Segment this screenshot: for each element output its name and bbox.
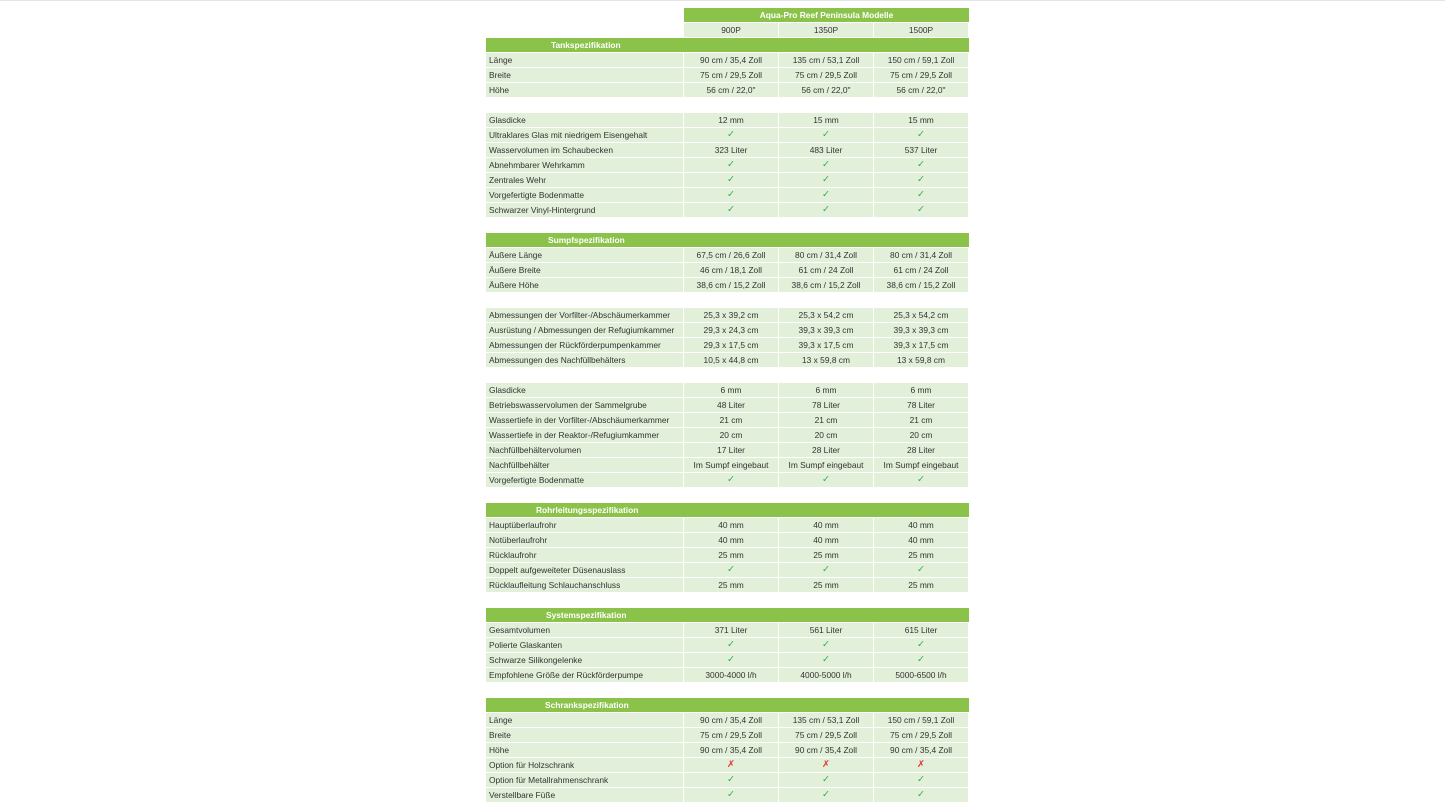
- value-cell: 135 cm / 53,1 Zoll: [779, 53, 873, 67]
- check-icon: ✓: [684, 773, 778, 787]
- models-header-row: [486, 8, 969, 23]
- value-cell: 56 cm / 22,0": [779, 83, 873, 97]
- section-header: [486, 233, 969, 248]
- value-cell: 6 mm: [874, 383, 968, 397]
- header-spacer: [486, 8, 683, 23]
- row-label: Breite: [486, 728, 683, 742]
- value-cell: 6 mm: [779, 383, 873, 397]
- value-cell: 39,3 x 17,5 cm: [779, 338, 873, 352]
- value-cell: 13 x 59,8 cm: [874, 353, 968, 367]
- check-icon: ✓: [684, 473, 778, 487]
- value-cell: 28 Liter: [874, 443, 968, 457]
- table-row: [486, 248, 969, 263]
- row-label: Rücklaufleitung Schlauchanschluss: [486, 578, 683, 592]
- table-row: [486, 188, 969, 203]
- section-header: [486, 38, 969, 53]
- value-cell: 61 cm / 24 Zoll: [874, 263, 968, 277]
- value-cell: 40 mm: [779, 518, 873, 532]
- row-label: Nachfüllbehälter: [486, 458, 683, 472]
- table-row: [486, 638, 969, 653]
- table-row: [486, 518, 969, 533]
- value-cell: 90 cm / 35,4 Zoll: [779, 743, 873, 757]
- value-cell: 56 cm / 22,0": [684, 83, 778, 97]
- table-row: [486, 578, 969, 593]
- value-cell: 38,6 cm / 15,2 Zoll: [779, 278, 873, 292]
- value-cell: 56 cm / 22,0": [874, 83, 968, 97]
- row-label: Betriebswasservolumen der Sammelgrube: [486, 398, 683, 412]
- value-cell: 150 cm / 59,1 Zoll: [874, 713, 968, 727]
- value-cell: 25,3 x 39,2 cm: [684, 308, 778, 322]
- table-row: [486, 143, 969, 158]
- value-cell: 15 mm: [779, 113, 873, 127]
- section-header: [486, 608, 969, 623]
- value-cell: 25,3 x 54,2 cm: [779, 308, 873, 322]
- table-row: [486, 53, 969, 68]
- value-cell: 135 cm / 53,1 Zoll: [779, 713, 873, 727]
- value-cell: 17 Liter: [684, 443, 778, 457]
- check-icon: ✓: [874, 203, 968, 217]
- table-row: [486, 458, 969, 473]
- row-label: Höhe: [486, 743, 683, 757]
- section-gap: [486, 683, 969, 698]
- row-label: Empfohlene Größe der Rückförderpumpe: [486, 668, 683, 682]
- table-row: [486, 728, 969, 743]
- value-cell: 21 cm: [684, 413, 778, 427]
- table-row: [486, 278, 969, 293]
- value-cell: 39,3 x 39,3 cm: [779, 323, 873, 337]
- row-label: Rücklaufrohr: [486, 548, 683, 562]
- table-row: [486, 158, 969, 173]
- check-icon: ✓: [684, 158, 778, 172]
- value-cell: 20 cm: [779, 428, 873, 442]
- row-label: Option für Holzschrank: [486, 758, 683, 772]
- row-label: Abmessungen des Nachfüllbehälters: [486, 353, 683, 367]
- section-gap: [486, 593, 969, 608]
- table-title: Aqua-Pro Reef Peninsula Modelle: [684, 8, 969, 22]
- value-cell: 25,3 x 54,2 cm: [874, 308, 968, 322]
- value-cell: Im Sumpf eingebaut: [684, 458, 778, 472]
- row-label: Wasservolumen im Schaubecken: [486, 143, 683, 157]
- row-label: Nachfüllbehältervolumen: [486, 443, 683, 457]
- value-cell: 78 Liter: [779, 398, 873, 412]
- model-name-900p: 900P: [684, 23, 778, 37]
- value-cell: 80 cm / 31,4 Zoll: [779, 248, 873, 262]
- section-title: Tankspezifikation: [486, 38, 969, 52]
- section-gap: [486, 368, 969, 383]
- row-label: Abmessungen der Vorfilter-/Abschäumerkammer: [486, 308, 683, 322]
- check-icon: ✓: [684, 173, 778, 187]
- value-cell: 75 cm / 29,5 Zoll: [779, 68, 873, 82]
- value-cell: 40 mm: [684, 533, 778, 547]
- cross-icon: ✗: [779, 758, 873, 772]
- header-spacer: [486, 23, 683, 38]
- section-header: [486, 698, 969, 713]
- table-row: [486, 353, 969, 368]
- value-cell: 48 Liter: [684, 398, 778, 412]
- value-cell: 10,5 x 44,8 cm: [684, 353, 778, 367]
- model-name-1350p: 1350P: [779, 23, 873, 37]
- value-cell: 75 cm / 29,5 Zoll: [779, 728, 873, 742]
- section-gap: [486, 98, 969, 113]
- table-row: [486, 788, 969, 803]
- table-row: [486, 83, 969, 98]
- check-icon: ✓: [874, 173, 968, 187]
- value-cell: 13 x 59,8 cm: [779, 353, 873, 367]
- row-label: Notüberlaufrohr: [486, 533, 683, 547]
- row-label: Wassertiefe in der Reaktor-/Refugiumkammer: [486, 428, 683, 442]
- table-row: [486, 113, 969, 128]
- table-row: [486, 533, 969, 548]
- row-label: Länge: [486, 713, 683, 727]
- check-icon: ✓: [779, 158, 873, 172]
- value-cell: 5000-6500 l/h: [874, 668, 968, 682]
- check-icon: ✓: [779, 638, 873, 652]
- table-row: [486, 773, 969, 788]
- row-label: Abmessungen der Rückförderpumpenkammer: [486, 338, 683, 352]
- value-cell: 537 Liter: [874, 143, 968, 157]
- section-title: Systemspezifikation: [486, 608, 969, 622]
- value-cell: 3000-4000 l/h: [684, 668, 778, 682]
- check-icon: ✓: [779, 203, 873, 217]
- value-cell: 4000-5000 l/h: [779, 668, 873, 682]
- check-icon: ✓: [684, 653, 778, 667]
- check-icon: ✓: [779, 653, 873, 667]
- value-cell: 90 cm / 35,4 Zoll: [684, 713, 778, 727]
- table-row: [486, 653, 969, 668]
- row-label: Äußere Breite: [486, 263, 683, 277]
- table-row: [486, 713, 969, 728]
- section-title: Rohrleitungsspezifikation: [486, 503, 969, 517]
- value-cell: 38,6 cm / 15,2 Zoll: [684, 278, 778, 292]
- value-cell: 90 cm / 35,4 Zoll: [874, 743, 968, 757]
- value-cell: 90 cm / 35,4 Zoll: [684, 743, 778, 757]
- value-cell: 12 mm: [684, 113, 778, 127]
- value-cell: 75 cm / 29,5 Zoll: [874, 68, 968, 82]
- table-row: [486, 338, 969, 353]
- check-icon: ✓: [874, 473, 968, 487]
- check-icon: ✓: [684, 128, 778, 142]
- value-cell: 25 mm: [779, 548, 873, 562]
- value-cell: 40 mm: [779, 533, 873, 547]
- value-cell: 40 mm: [874, 533, 968, 547]
- value-cell: 15 mm: [874, 113, 968, 127]
- table-row: [486, 398, 969, 413]
- value-cell: 61 cm / 24 Zoll: [779, 263, 873, 277]
- check-icon: ✓: [874, 188, 968, 202]
- value-cell: 25 mm: [874, 548, 968, 562]
- row-label: Option für Metallrahmenschrank: [486, 773, 683, 787]
- row-label: Glasdicke: [486, 383, 683, 397]
- table-row: [486, 743, 969, 758]
- value-cell: Im Sumpf eingebaut: [874, 458, 968, 472]
- check-icon: ✓: [779, 188, 873, 202]
- check-icon: ✓: [874, 638, 968, 652]
- table-row: [486, 758, 969, 773]
- value-cell: 483 Liter: [779, 143, 873, 157]
- section-gap: [486, 488, 969, 503]
- section-title: Schrankspezifikation: [486, 698, 969, 712]
- value-cell: 29,3 x 24,3 cm: [684, 323, 778, 337]
- check-icon: ✓: [779, 473, 873, 487]
- check-icon: ✓: [684, 638, 778, 652]
- section-title: Sumpfspezifikation: [486, 233, 969, 247]
- row-label: Abnehmbarer Wehrkamm: [486, 158, 683, 172]
- value-cell: 29,3 x 17,5 cm: [684, 338, 778, 352]
- table-row: [486, 623, 969, 638]
- spec-rows: [486, 38, 969, 803]
- value-cell: 38,6 cm / 15,2 Zoll: [874, 278, 968, 292]
- row-label: Verstellbare Füße: [486, 788, 683, 802]
- row-label: Gesamtvolumen: [486, 623, 683, 637]
- check-icon: ✓: [874, 653, 968, 667]
- row-label: Vorgefertigte Bodenmatte: [486, 473, 683, 487]
- row-label: Äußere Höhe: [486, 278, 683, 292]
- value-cell: 21 cm: [874, 413, 968, 427]
- check-icon: ✓: [684, 788, 778, 802]
- row-label: Hauptüberlaufrohr: [486, 518, 683, 532]
- value-cell: 25 mm: [684, 548, 778, 562]
- value-cell: 25 mm: [874, 578, 968, 592]
- table-row: [486, 668, 969, 683]
- value-cell: 75 cm / 29,5 Zoll: [684, 68, 778, 82]
- value-cell: 39,3 x 17,5 cm: [874, 338, 968, 352]
- value-cell: 40 mm: [874, 518, 968, 532]
- row-label: Ausrüstung / Abmessungen der Refugiumkammer: [486, 323, 683, 337]
- value-cell: 46 cm / 18,1 Zoll: [684, 263, 778, 277]
- value-cell: 40 mm: [684, 518, 778, 532]
- value-cell: 90 cm / 35,4 Zoll: [684, 53, 778, 67]
- table-row: [486, 383, 969, 398]
- check-icon: ✓: [874, 158, 968, 172]
- value-cell: 21 cm: [779, 413, 873, 427]
- value-cell: 67,5 cm / 26,6 Zoll: [684, 248, 778, 262]
- check-icon: ✓: [779, 128, 873, 142]
- check-icon: ✓: [779, 173, 873, 187]
- table-row: [486, 308, 969, 323]
- table-row: [486, 443, 969, 458]
- table-row: [486, 173, 969, 188]
- row-label: Schwarze Silikongelenke: [486, 653, 683, 667]
- check-icon: ✓: [874, 128, 968, 142]
- value-cell: 39,3 x 39,3 cm: [874, 323, 968, 337]
- table-row: [486, 323, 969, 338]
- row-label: Länge: [486, 53, 683, 67]
- check-icon: ✓: [779, 788, 873, 802]
- row-label: Breite: [486, 68, 683, 82]
- value-cell: 78 Liter: [874, 398, 968, 412]
- value-cell: 371 Liter: [684, 623, 778, 637]
- value-cell: Im Sumpf eingebaut: [779, 458, 873, 472]
- row-label: Höhe: [486, 83, 683, 97]
- row-label: Glasdicke: [486, 113, 683, 127]
- row-label: Zentrales Wehr: [486, 173, 683, 187]
- spec-table: [486, 8, 969, 803]
- check-icon: ✓: [684, 563, 778, 577]
- model-name-1500p: 1500P: [874, 23, 968, 37]
- section-gap: [486, 293, 969, 308]
- top-divider: [0, 0, 1445, 1]
- value-cell: 25 mm: [779, 578, 873, 592]
- model-names-row: [486, 23, 969, 38]
- value-cell: 75 cm / 29,5 Zoll: [684, 728, 778, 742]
- row-label: Äußere Länge: [486, 248, 683, 262]
- check-icon: ✓: [874, 773, 968, 787]
- row-label: Wassertiefe in der Vorfilter-/Abschäumerkammer: [486, 413, 683, 427]
- section-header: [486, 503, 969, 518]
- table-row: [486, 128, 969, 143]
- value-cell: 25 mm: [684, 578, 778, 592]
- check-icon: ✓: [684, 203, 778, 217]
- check-icon: ✓: [779, 773, 873, 787]
- cross-icon: ✗: [874, 758, 968, 772]
- table-row: [486, 263, 969, 278]
- value-cell: 150 cm / 59,1 Zoll: [874, 53, 968, 67]
- check-icon: ✓: [874, 563, 968, 577]
- value-cell: 20 cm: [684, 428, 778, 442]
- cross-icon: ✗: [684, 758, 778, 772]
- table-row: [486, 68, 969, 83]
- value-cell: 80 cm / 31,4 Zoll: [874, 248, 968, 262]
- value-cell: 28 Liter: [779, 443, 873, 457]
- check-icon: ✓: [779, 563, 873, 577]
- table-row: [486, 563, 969, 578]
- value-cell: 615 Liter: [874, 623, 968, 637]
- row-label: Polierte Glaskanten: [486, 638, 683, 652]
- check-icon: ✓: [874, 788, 968, 802]
- row-label: Doppelt aufgeweiteter Düsenauslass: [486, 563, 683, 577]
- table-row: [486, 548, 969, 563]
- value-cell: 6 mm: [684, 383, 778, 397]
- row-label: Ultraklares Glas mit niedrigem Eisengehalt: [486, 128, 683, 142]
- check-icon: ✓: [684, 188, 778, 202]
- value-cell: 561 Liter: [779, 623, 873, 637]
- value-cell: 323 Liter: [684, 143, 778, 157]
- value-cell: 75 cm / 29,5 Zoll: [874, 728, 968, 742]
- table-row: [486, 413, 969, 428]
- row-label: Vorgefertigte Bodenmatte: [486, 188, 683, 202]
- row-label: Schwarzer Vinyl-Hintergrund: [486, 203, 683, 217]
- section-gap: [486, 218, 969, 233]
- table-row: [486, 203, 969, 218]
- table-row: [486, 473, 969, 488]
- table-row: [486, 428, 969, 443]
- value-cell: 20 cm: [874, 428, 968, 442]
